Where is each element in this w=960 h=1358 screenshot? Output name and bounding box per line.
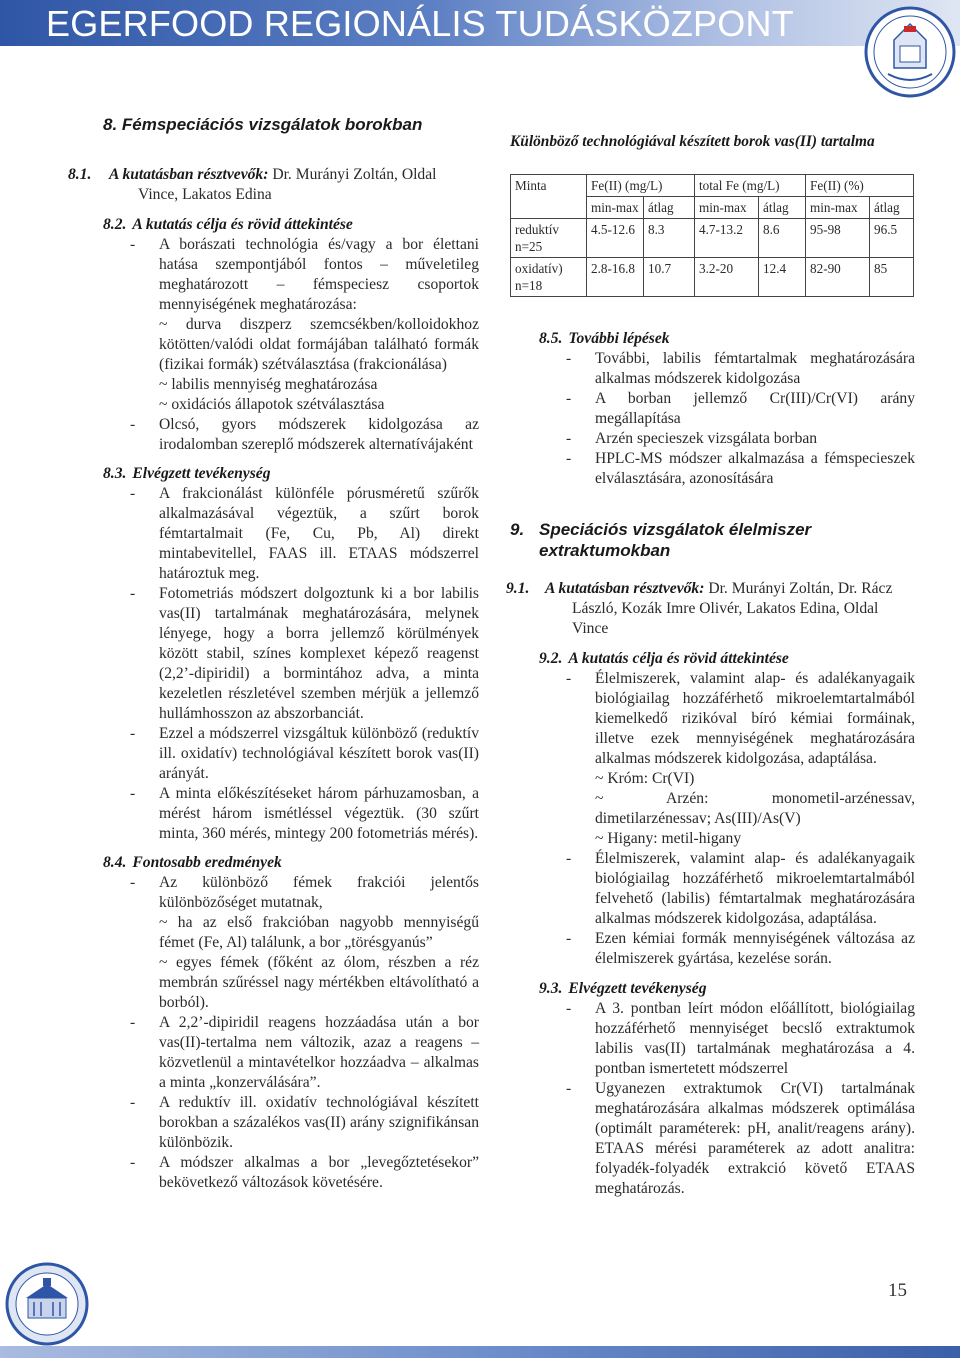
section-8-3-heading bbox=[103, 464, 479, 484]
section-9-label: Speciációs vizsgálatok élelmiszer extraktumokban bbox=[539, 520, 812, 560]
section-9-2-list bbox=[510, 669, 915, 769]
section-9-3-heading bbox=[510, 979, 915, 999]
list-item: - További, labilis fémtartalmak meghatározására alkalmas módszerek kidolgozása bbox=[566, 350, 915, 387]
table-cell: 3.2-20 bbox=[695, 258, 759, 297]
table-row bbox=[511, 258, 914, 297]
table-cell: 95-98 bbox=[806, 219, 870, 258]
table-subheader-cell: átlag bbox=[759, 197, 806, 219]
section-9-2-label: A kutatás célja és rövid áttekintése bbox=[568, 650, 789, 667]
sub-item: ~ Króm: Cr(VI) bbox=[595, 770, 695, 787]
page-number: 15 bbox=[888, 1280, 907, 1301]
list-item: - A minta előkészítéseket három párhuzamosban, a mérést három ismétléssel végeztük. (30 szűrt minta, 360 mérés, mintegy 200 fotometriás mérés). bbox=[130, 785, 479, 842]
section-8-3-list bbox=[103, 484, 479, 844]
sub-item: ~ ha az első frakcióban nagyobb mennyiségű fémet (Fe, Al) találunk, a bor „törésgyanús” bbox=[159, 914, 479, 951]
section-9-2-list-cont bbox=[510, 849, 915, 969]
list-item: - A borászati technológia és/vagy a bor élettani hatása szempontjából fontos – műveletileg meghatározott – fémspeciesz csoportok mennyiségének meghatározása: bbox=[130, 236, 479, 313]
list-item: - HPLC-MS módszer alkalmazása a fémspecieszek elválasztására, azonosítására bbox=[566, 450, 915, 487]
section-9-number: 9. bbox=[510, 520, 525, 539]
list-item: - Ugyanezen extraktumok Cr(VI) tartalmának meghatározására alkalmas módszerek optimálása (optimált paraméterek: pH, analit/reagens arány). ETAAS mérési paraméterek az adott analitra: folyadék-folyadék extrakció követő ETAAS meghatározás. bbox=[566, 1080, 915, 1197]
list-item: - Fotometriás módszert dolgoztunk ki a bor labilis vas(II) tartalmának meghatározására, melynek lényege, hogy a borra jellemző körülmények között stabil, színes komplexet képező reagenst (2,2’-dipiridil) a bormintához adva, a minta kezeletlen részletével szemben mérjük a jellemző hullámhosszon az abszorbanciát. bbox=[130, 585, 479, 722]
sub-item: ~ Arzén: monometil-arzénessav, dimetilarzénessav; As(III)/As(V) bbox=[595, 790, 915, 827]
section-9-1-text: Dr. Murányi Zoltán, Dr. Rácz László, Kozák Imre Olivér, Lakatos Edina, Oldal Vince bbox=[572, 580, 893, 637]
section-9-2-number: 9.2. bbox=[539, 650, 563, 667]
list-item: - Élelmiszerek, valamint alap- és adalékanyagaik biológiailag hozzáférhető mikroelemtartalmából kiemelkedő rizikóval bíró kémiai formáinak, illetve ezek mennyiségének meghatározására alkalmas módszerek kidolgozása, adaptálása. bbox=[566, 670, 915, 767]
sub-item: ~ egyes fémek (főként az ólom, részben a réz membrán szűréssel nagy mértékben eltávolítható a borból). bbox=[159, 954, 479, 1011]
section-8-5-number: 8.5. bbox=[539, 330, 563, 347]
table-caption: Különböző technológiával készített borok vas(II) tartalma bbox=[510, 133, 875, 150]
section-9-1: 9.1. A kutatásban résztvevők: Dr. Murányi Zoltán, Dr. Rácz László, Kozák Imre Olivér, Lakatos Edina, Oldal Vince bbox=[506, 580, 893, 637]
list-item: - Olcsó, gyors módszerek kidolgozása az irodalomban szereplő módszerek alternatívájaként bbox=[130, 416, 479, 453]
section-9-title bbox=[510, 519, 915, 561]
table-cell: reduktív n=25 bbox=[511, 219, 587, 258]
table-subheader-cell: min-max bbox=[806, 197, 870, 219]
footer-bar bbox=[0, 1346, 960, 1358]
section-8-1: 8.1. A kutatásban résztvevők: Dr. Murányi Zoltán, Oldal Vince, Lakatos Edina bbox=[68, 166, 437, 203]
section-8-4-list bbox=[103, 873, 479, 913]
sub-item: ~ durva diszperz szemcsékben/kolloidokhoz kötötten/valódi oldat formájában található formák (fizikai formák) szétválasztása (frakcionálása) bbox=[159, 316, 479, 373]
table-subheader-cell: min-max bbox=[695, 197, 759, 219]
section-8-4-list-cont bbox=[103, 1013, 479, 1193]
section-8-2-heading bbox=[103, 215, 479, 235]
table-subheader-cell: átlag bbox=[870, 197, 914, 219]
section-8-1-label: A kutatásban résztvevők: bbox=[109, 166, 269, 183]
list-item: - A reduktív ill. oxidatív technológiával készített borokban a százalékos vas(II) arány szignifikánsan különbözik. bbox=[130, 1094, 479, 1151]
list-item: - Élelmiszerek, valamint alap- és adalékanyagaik biológiailag hozzáférhető mikroelemtartalmából felvehető (labilis) fémtartalmak meghatározására alkalmas módszerek kidolgozása, adaptálása. bbox=[566, 850, 915, 927]
section-8-2-list bbox=[103, 235, 479, 315]
section-9-1-label: A kutatásban résztvevők: bbox=[545, 580, 705, 597]
table-cell: 4.5-12.6 bbox=[587, 219, 644, 258]
table-cell: 8.3 bbox=[644, 219, 695, 258]
section-8-2-list-cont bbox=[103, 415, 479, 455]
section-8-3-label: Elvégzett tevékenység bbox=[132, 465, 271, 482]
sub-item: ~ Higany: metil-higany bbox=[595, 830, 742, 847]
egri-regionalis-tudaskozpont-seal-icon bbox=[864, 2, 956, 104]
table-header-cell: Minta bbox=[511, 175, 587, 219]
section-8-2-label: A kutatás célja és rövid áttekintése bbox=[132, 216, 353, 233]
table-header-cell: Fe(II) (%) bbox=[806, 175, 914, 197]
section-9-3-label: Elvégzett tevékenység bbox=[568, 980, 707, 997]
sub-item: ~ labilis mennyiség meghatározása bbox=[159, 376, 378, 393]
section-9-3-list bbox=[510, 999, 915, 1199]
table-header-cell: Fe(II) (mg/L) bbox=[587, 175, 695, 197]
table-cell: 2.8-16.8 bbox=[587, 258, 644, 297]
section-8-1-text: Dr. Murányi Zoltán, Oldal Vince, Lakatos Edina bbox=[138, 166, 437, 203]
section-8-2-number: 8.2. bbox=[103, 216, 127, 233]
list-item: - A 2,2’-dipiridil reagens hozzáadása után a bor vas(II)-tertalma nem változik, azaz a reagens – közvetlenül a mintavételkor hozzáadva – alkalmas a minta „konzerválására”. bbox=[130, 1014, 479, 1091]
table-cell: 96.5 bbox=[870, 219, 914, 258]
list-item: - A borban jellemző Cr(III)/Cr(VI) arány megállapítása bbox=[566, 390, 915, 427]
table-cell: 10.7 bbox=[644, 258, 695, 297]
table-cell: 12.4 bbox=[759, 258, 806, 297]
section-9-2-heading bbox=[510, 649, 915, 669]
section-8-4-label: Fontosabb eredmények bbox=[132, 854, 282, 871]
table-subheader-cell: min-max bbox=[587, 197, 644, 219]
list-item: - Az különböző fémek frakciói jelentős különbözőséget mutatnak, bbox=[130, 874, 479, 911]
section-8-4-heading bbox=[103, 853, 479, 873]
section-8-5-heading bbox=[510, 329, 915, 349]
table-cell: 85 bbox=[870, 258, 914, 297]
section-9-3-number: 9.3. bbox=[539, 980, 563, 997]
table-subheader-cell: átlag bbox=[644, 197, 695, 219]
table-cell: 8.6 bbox=[759, 219, 806, 258]
list-item: - A frakcionálást különféle pórusméretű szűrők alkalmazásával végeztük, a szűrt borok fémtartalmait (Fe, Cu, Pb, Al) direkt mintabevitellel, FAAS ill. ETAAS módszerrel határoztuk meg. bbox=[130, 485, 479, 582]
section-8-3-number: 8.3. bbox=[103, 465, 127, 482]
list-item: - A 3. pontban leírt módon előállított, biológiailag hozzáférhető mennyiséget becslő extraktumok labilis vas(II) tartalmának meghatározása a 4. pontban ismertetett módszerrel bbox=[566, 1000, 915, 1077]
right-column bbox=[506, 132, 915, 1199]
table-cell: 4.7-13.2 bbox=[695, 219, 759, 258]
section-8-5-label: További lépések bbox=[568, 330, 670, 347]
sub-item: ~ oxidációs állapotok szétválasztása bbox=[159, 396, 385, 413]
list-item: - Arzén specieszek vizsgálata borban bbox=[566, 430, 818, 447]
list-item: - Ezzel a módszerrel vizsgáltuk különböző (reduktív ill. oxidatív) technológiával készített borok vas(II) arányát. bbox=[130, 725, 479, 782]
table-row bbox=[511, 219, 914, 258]
section-8-title: 8. Fémspeciációs vizsgálatok borokban bbox=[103, 115, 423, 134]
iron-content-table bbox=[510, 174, 914, 297]
table-cell: oxidatív) n=18 bbox=[511, 258, 587, 297]
eszterhazy-karoly-foiskola-seal-icon bbox=[4, 1256, 90, 1352]
table-cell: 82-90 bbox=[806, 258, 870, 297]
section-8-4-number: 8.4. bbox=[103, 854, 127, 871]
header-title: EGERFOOD REGIONÁLIS TUDÁSKÖZPONT bbox=[46, 3, 794, 44]
list-item: - Ezen kémiai formák mennyiségének változása az élelmiszerek gyártása, kezelése során. bbox=[566, 930, 915, 967]
table-header-cell: total Fe (mg/L) bbox=[695, 175, 806, 197]
section-8-5-list bbox=[510, 349, 915, 489]
left-column bbox=[68, 114, 479, 1193]
list-item: - A módszer alkalmas a bor „levegőztetésekor” bekövetkező változások követésére. bbox=[130, 1154, 479, 1191]
